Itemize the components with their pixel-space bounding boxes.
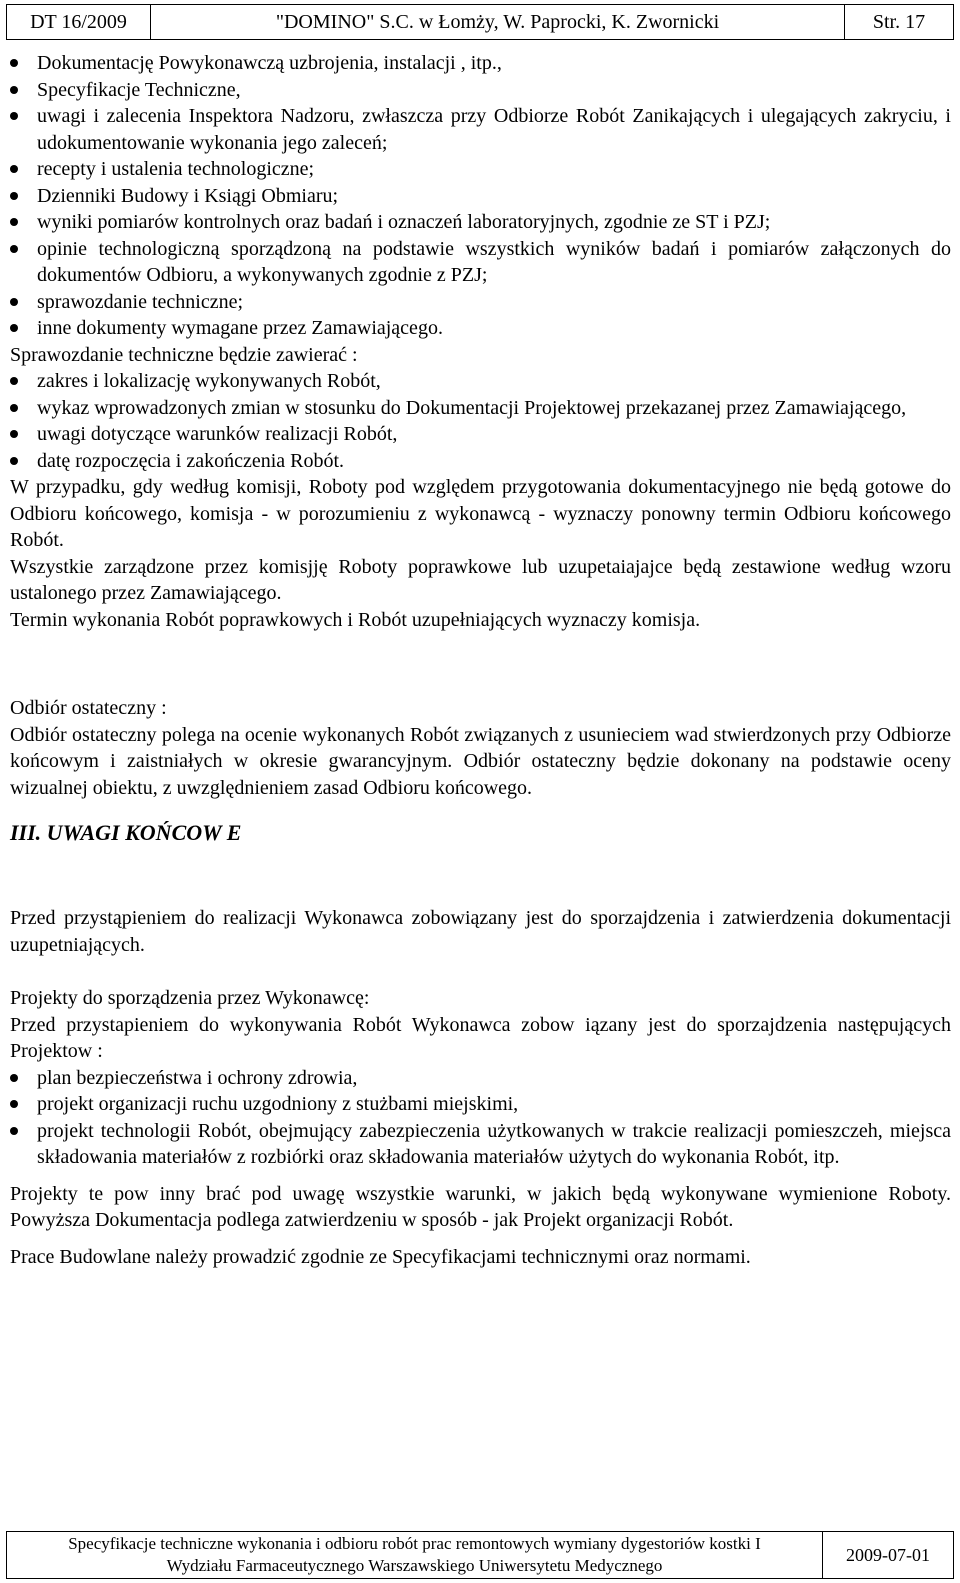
spacer <box>10 801 951 819</box>
spacer <box>10 1171 951 1181</box>
bullet-icon <box>10 1100 18 1108</box>
page-header <box>6 4 954 40</box>
bullet-icon <box>10 377 18 385</box>
bullet-icon <box>10 86 18 94</box>
bullet-icon <box>10 245 18 253</box>
projects-paragraph: Projekty te pow inny brać pod uwagę wszystkie warunki, w jakich będą wykonywane wymienione Roboty. Powyższa Dokumentacja podlega zatwierdzeniu w sposób - jak Projekt organizacji Robót. <box>10 1182 951 1231</box>
list-item: wykaz wprowadzonych zmian w stosunku do Dokumentacji Projektowej przekazanej przez Zamawiającego, <box>10 395 951 422</box>
list-item: zakres i lokalizację wykonywanych Robót, <box>10 368 951 395</box>
bullet-icon <box>10 324 18 332</box>
documents-list <box>10 50 951 342</box>
spacer <box>10 847 951 905</box>
header-date: DT 16/2009 <box>7 5 151 39</box>
spacer <box>10 1234 951 1244</box>
list-item: opinie technologiczną sporządzoną na podstawie wszystkich wyników badań i pomiarów załączonych do dokumentów Odbioru, a wykonywanych zgodnie z PZJ; <box>10 236 951 289</box>
list-item: datę rozpoczęcia i zakończenia Robót. <box>10 448 951 475</box>
spacer <box>10 633 951 695</box>
list-item: Dokumentację Powykonawczą uzbrojenia, instalacji , itp., <box>10 50 951 77</box>
list-item: plan bezpieczeństwa i ochrony zdrowia, <box>10 1065 951 1092</box>
spacer <box>10 958 951 985</box>
deadline-paragraph: Termin wykonania Robót poprawkowych i Robót uzupełniających wyznaczy komisja. <box>10 608 701 631</box>
footer-line-2: Wydziału Farmaceutycznego Warszawskiego Uniwersytetu Medycznego <box>166 1556 663 1575</box>
bullet-icon <box>10 59 18 67</box>
bullet-icon <box>10 298 18 306</box>
list-item: inne dokumenty wymagane przez Zamawiającego. <box>10 315 951 342</box>
standards-paragraph: Prace Budowlane należy prowadzić zgodnie ze Specyfikacjami technicznymi oraz normami. <box>10 1245 751 1268</box>
final-acceptance-title: Odbiór ostateczny : <box>10 697 167 719</box>
list-item: projekt organizacji ruchu uzgodniony z stużbami miejskimi, <box>10 1091 951 1118</box>
list-item: sprawozdanie techniczne; <box>10 289 951 316</box>
footer-title <box>7 1532 823 1578</box>
list-item: Dzienniki Budowy i Ksiągi Obmiaru; <box>10 183 951 210</box>
bullet-icon <box>10 404 18 412</box>
projects-list <box>10 1065 951 1171</box>
bullet-icon <box>10 218 18 226</box>
header-page-number: Str. 17 <box>872 10 926 33</box>
repairs-paragraph: Wszystkie zarządzone przez komisjję Roboty poprawkowe lub uzupetaiajajce będą zestawione według wzoru ustalonego przez Zamawiającego. <box>10 555 951 604</box>
projects-title: Projekty do sporządzenia przez Wykonawcę: <box>10 987 370 1009</box>
header-company: "DOMINO" S.C. w Łomży, W. Paprocki, K. Zwornicki <box>151 5 845 39</box>
list-item: projekt technologii Robót, obejmujący zabezpieczenia użytkowanych w trakcie realizacji pomieszczeh, miejsca składowania materiałów z rozbiórki oraz składowania materiałów użytych do wykonania Robót, itp. <box>10 1118 951 1171</box>
footer-date: 2009-07-01 <box>846 1544 930 1565</box>
commission-paragraph: W przypadku, gdy według komisji, Roboty pod względem przygotowania dokumentacyjnego nie będą gotowe do Odbioru końcowego, komisja - w porozumieniu z wykonawcą - wyznaczy ponowny termin Odbioru końcowego Robót. <box>10 476 951 551</box>
projects-intro: Przed przystapieniem do wykonywania Robót Wykonawca zobow iązany jest do sporzajdzenia następujących Projektow : <box>10 1013 951 1062</box>
bullet-icon <box>10 165 18 173</box>
section-heading: III. UWAGI KOŃCOW E <box>10 820 242 845</box>
footer-line-1: Specyfikacje techniczne wykonania i odbioru robót prac remontowych wymiany dygestoriów kostki I <box>68 1534 761 1553</box>
list-item: recepty i ustalenia technologiczne; <box>10 156 951 183</box>
bullet-icon <box>10 430 18 438</box>
list-item: wyniki pomiarów kontrolnych oraz badań i oznaczeń laboratoryjnych, zgodnie ze ST i PZJ; <box>10 209 951 236</box>
report-contents-list <box>10 368 951 474</box>
bullet-icon <box>10 1127 18 1135</box>
bullet-icon <box>10 457 18 465</box>
list-item: Specyfikacje Techniczne, <box>10 77 951 104</box>
report-intro: Sprawozdanie techniczne będzie zawierać : <box>10 343 358 366</box>
bullet-icon <box>10 192 18 200</box>
list-item: uwagi dotyczące warunków realizacji Robót, <box>10 421 951 448</box>
list-item: uwagi i zalecenia Inspektora Nadzoru, zwłaszcza przy Odbiorze Robót Zanikających i ulegających zakryciu, i udokumentowanie wykonania jego zaleceń; <box>10 103 951 156</box>
bullet-icon <box>10 112 18 120</box>
bullet-icon <box>10 1074 18 1082</box>
final-acceptance-text: Odbiór ostateczny polega na ocenie wykonanych Robót związanych z usunieciem wad stwierdzonych przy Odbiorze końcowym i zaistniałych w okresie gwarancyjnym. Odbiór ostateczny będzie dokonany na podstawie oceny wizualnej obiektu, z uwzględnieniem zasad Odbioru końcowego. <box>10 723 951 799</box>
obligation-paragraph: Przed przystąpieniem do realizacji Wykonawca zobowiązany jest do sporzajdzenia i zatwierdzenia dokumentacji uzupetniających. <box>10 907 951 956</box>
document-body <box>10 50 951 1270</box>
page-footer <box>6 1531 954 1579</box>
